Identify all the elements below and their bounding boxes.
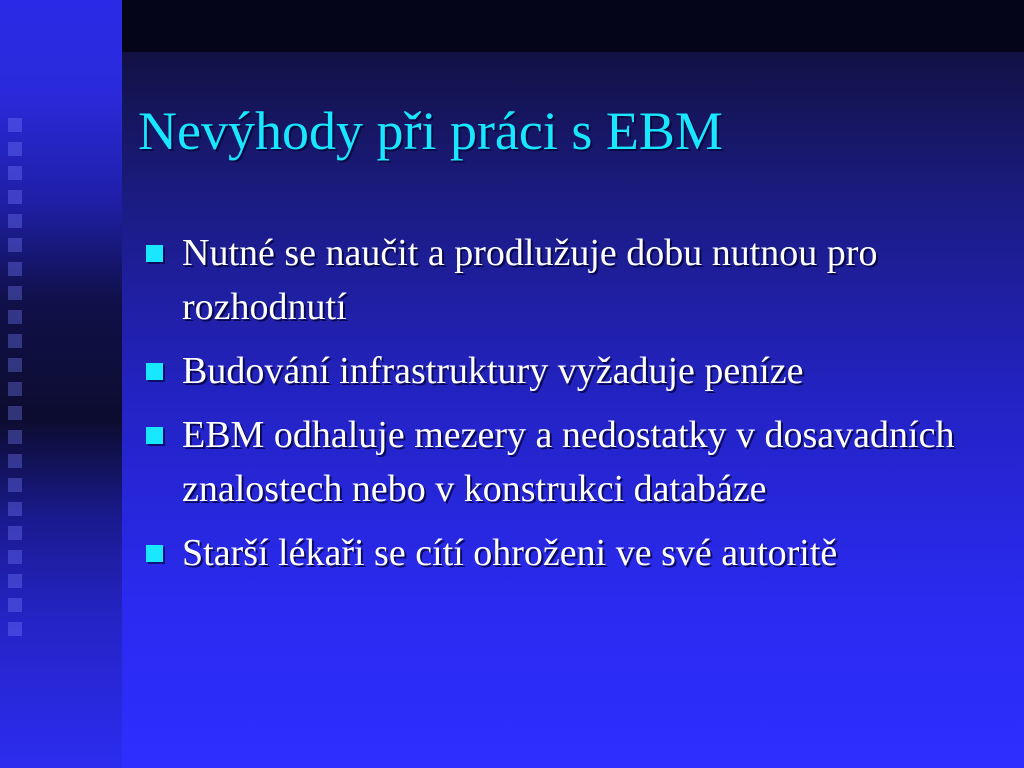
bullet-list — [144, 226, 1004, 590]
decorative-square — [8, 598, 22, 612]
bullet-item — [144, 226, 1004, 334]
decorative-square — [8, 118, 22, 132]
bullet-text: Starší lékaři se cítí ohroženi ve své autoritě — [182, 532, 838, 574]
decorative-square — [8, 238, 22, 252]
decorative-square — [8, 502, 22, 516]
decorative-square — [8, 478, 22, 492]
left-decorative-band — [0, 0, 122, 768]
top-decorative-band — [122, 0, 1024, 52]
decorative-square — [8, 358, 22, 372]
decorative-square-column — [6, 118, 28, 658]
decorative-square — [8, 406, 22, 420]
decorative-square — [8, 622, 22, 636]
bullet-item — [144, 526, 1004, 580]
decorative-square — [8, 550, 22, 564]
slide-title: Nevýhody při práci s EBM — [138, 101, 723, 161]
decorative-square — [8, 574, 22, 588]
bullet-text: EBM odhaluje mezery a nedostatky v dosavadních znalostech nebo v konstrukci databáze — [182, 414, 955, 510]
square-bullet-icon — [146, 427, 163, 444]
decorative-square — [8, 526, 22, 540]
decorative-square — [8, 166, 22, 180]
decorative-square — [8, 286, 22, 300]
decorative-square — [8, 382, 22, 396]
square-bullet-icon — [146, 245, 163, 262]
decorative-square — [8, 190, 22, 204]
bullet-text: Nutné se naučit a prodlužuje dobu nutnou pro rozhodnutí — [182, 232, 878, 328]
decorative-square — [8, 262, 22, 276]
decorative-square — [8, 142, 22, 156]
bullet-item — [144, 408, 1004, 516]
decorative-square — [8, 454, 22, 468]
square-bullet-icon — [146, 363, 163, 380]
decorative-square — [8, 214, 22, 228]
square-bullet-icon — [146, 545, 163, 562]
bullet-text: Budování infrastruktury vyžaduje peníze — [182, 350, 804, 392]
decorative-square — [8, 334, 22, 348]
decorative-square — [8, 430, 22, 444]
bullet-item — [144, 344, 1004, 398]
decorative-square — [8, 310, 22, 324]
